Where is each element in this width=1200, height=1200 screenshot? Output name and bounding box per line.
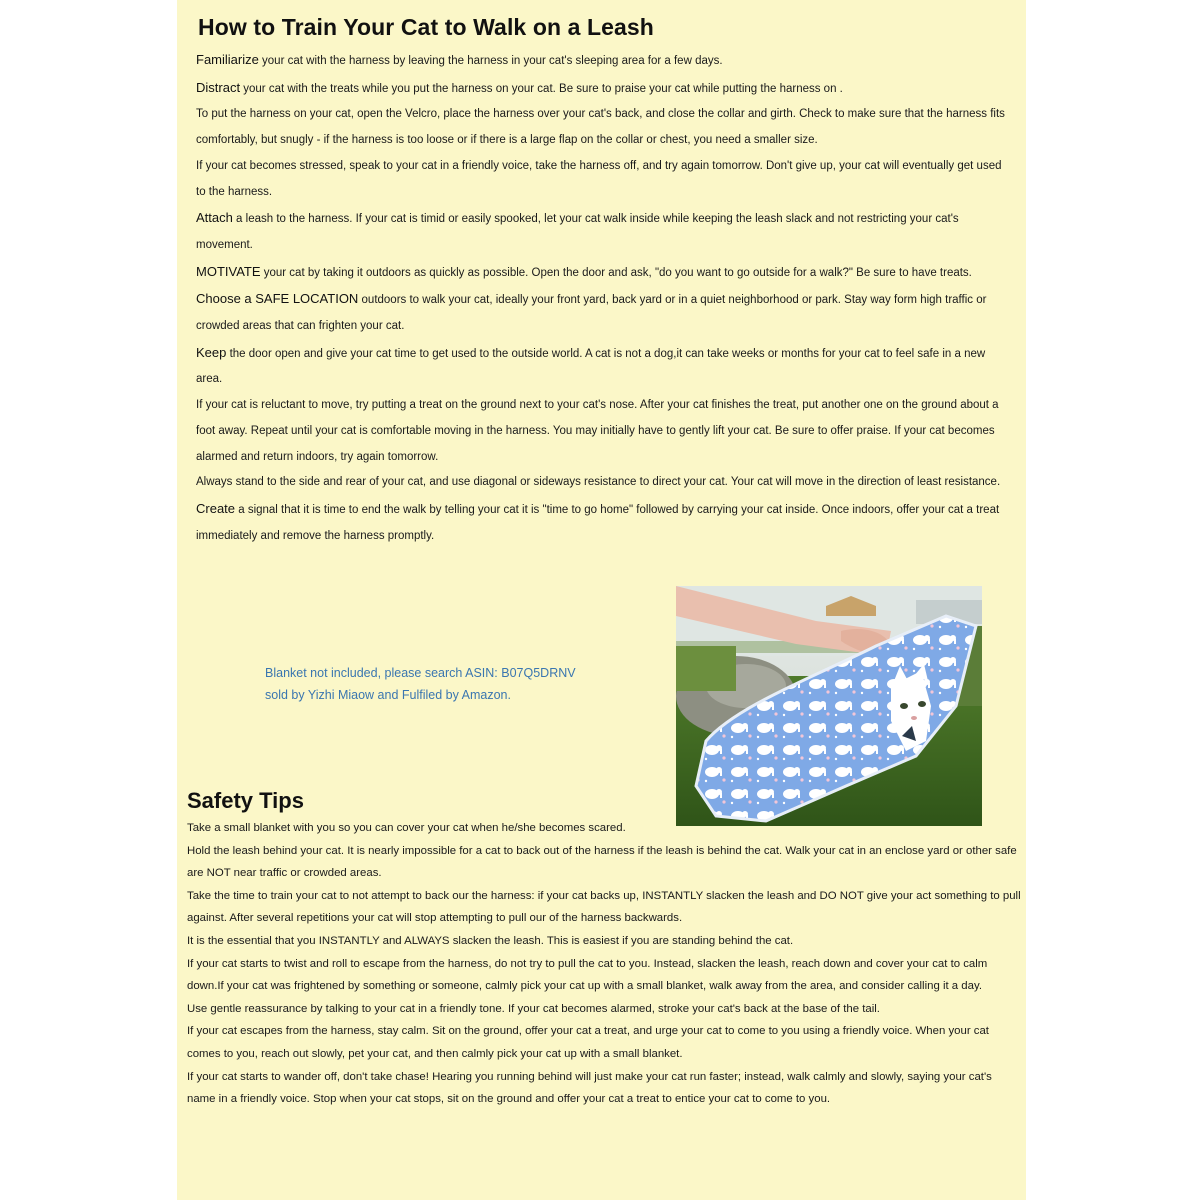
safety-tip-paragraph: Take a small blanket with you so you can cover your cat when he/she becomes scared. [187,822,626,834]
step-paragraph [196,205,1008,258]
step-lead-word: Choose a SAFE LOCATION [196,291,359,307]
step-lead-word: Attach [196,210,233,226]
step-lead-word: MOTIVATE [196,263,261,279]
step-text: outdoors to walk your cat, ideally your front yard, back yard or in a quiet neighborhood or park. Stay way form high traffic or crowded areas that can frighten your cat. [196,294,987,333]
step-paragraph [196,286,1008,339]
step-paragraph [196,102,1008,153]
step-text: the door open and give your cat time to get used to the outside world. A cat is not a dog,it can take weeks or months for your cat to feel safe in a new area. [196,347,986,386]
step-text: Always stand to the side and rear of your cat, and use diagonal or sideways resistance to direct your cat. Your cat will move in the direction of least resistance. [196,476,1001,489]
step-text: If your cat becomes stressed, speak to your cat in a friendly voice, take the harness off, and try again tomorrow. Don't give up, your cat will eventually get used to the harness. [196,159,1002,198]
safety-tips-section [187,788,1023,1111]
step-paragraph [196,75,1008,103]
safety-tip-paragraph: Use gentle reassurance by talking to your cat in a friendly tone. If your cat becomes alarmed, stroke your cat's back at the base of the tail. [187,1002,880,1015]
step-text: your cat with the treats while you put the harness on your cat. Be sure to praise your cat while putting the harness on . [240,82,843,95]
safety-tip-paragraph: If your cat escapes from the harness, stay calm. Sit on the ground, offer your cat a treat, and urge your cat to come to you using a friendly voice. When your cat comes to you, reach out slowly, pet your cat, and then calmly pick your cat up with a small blanket. [187,1025,989,1060]
leash-training-title: How to Train Your Cat to Walk on a Leash [198,14,654,40]
step-paragraph [196,259,1008,287]
safety-tip-paragraph: It is the essential that you INSTANTLY and ALWAYS slacken the leash. This is easiest if you are standing behind the cat. [187,934,794,947]
step-paragraph [196,154,1008,205]
step-paragraph [196,496,1008,549]
step-text: your cat by taking it outdoors as quickly as possible. Open the door and ask, "do you want to go outside for a walk?" Be sure to have treats. [260,266,972,279]
step-lead-word: Keep [196,344,227,360]
step-text: To put the harness on your cat, open the Velcro, place the harness over your cat's back, and close the collar and girth. Check to make sure that the harness fits comfortably, but snugly - if the harness is too loose or if there is a large flap on the collar or chest, you need a smaller size. [196,108,1005,147]
step-paragraph [196,340,1008,393]
step-paragraph [196,47,1008,75]
document-page [177,0,1026,1200]
safety-tip-paragraph: If your cat starts to wander off, don't take chase! Hearing you running behind will just make your cat run faster; instead, walk calmly and slowly, saying your cat's name in a friendly voice. Stop when your cat stops, sit on the ground and offer your cat a treat to entice your cat to come to you. [187,1070,992,1106]
step-text: a signal that it is time to end the walk by telling your cat it is "time to go home" followed by carrying your cat inside. Once indoors, offer your cat a treat immediately and remove the harness promptly. [196,503,1000,542]
step-lead-word: Distract [196,79,241,95]
step-lead-word: Create [196,500,236,516]
step-lead-word: Familiarize [196,52,259,67]
leash-training-section [196,14,1008,549]
step-text: your cat with the harness by leaving the harness in your cat's sleeping area for a few days. [258,55,723,67]
step-paragraph [196,470,1008,496]
blanket-note [265,662,645,706]
blanket-note-line-2: sold by Yizhi Miaow and Fulfiled by Amazon. [265,688,511,702]
step-paragraph [196,393,1008,470]
safety-tip-paragraph: Take the time to train your cat to not attempt to back our the harness: if your cat backs up, INSTANTLY slacken the leash and DO NOT give your act something to pull against. After several repetitions your cat will stop attempting to pull our of the harness backwards. [187,889,1021,925]
leash-training-steps [196,47,1008,549]
step-text: a leash to the harness. If your cat is timid or easily spooked, let your cat walk inside while keeping the leash slack and not restricting your cat's movement. [196,213,959,251]
safety-tip-paragraph: Hold the leash behind your cat. It is nearly impossible for a cat to back out of the harness if the leash is behind the cat. Walk your cat in an enclose yard or other safe are NOT near traffic or crowded areas. [187,844,1017,880]
safety-tip-paragraph: If your cat starts to twist and roll to escape from the harness, do not try to pull the cat to you. Instead, slacken the leash, reach down and cover your cat to calm down.If your cat was frightened by something or someone, calmly pick your cat up with a small blanket, walk away from the area, and consider calling it a day. [187,957,988,993]
safety-tips-title: Safety Tips [187,788,304,813]
blanket-note-line-1: Blanket not included, please search ASIN: B07Q5DRNV [265,666,576,680]
safety-tips-list [187,817,1023,1111]
step-text: If your cat is reluctant to move, try putting a treat on the ground next to your cat's nose. After your cat finishes the treat, put another one on the ground about a foot away. Repeat until your cat is comfortable moving in the harness. You may initially have to gently lift your cat. Be sure to offer praise. If your cat becomes alarmed and return indoors, try again tomorrow. [196,399,999,463]
